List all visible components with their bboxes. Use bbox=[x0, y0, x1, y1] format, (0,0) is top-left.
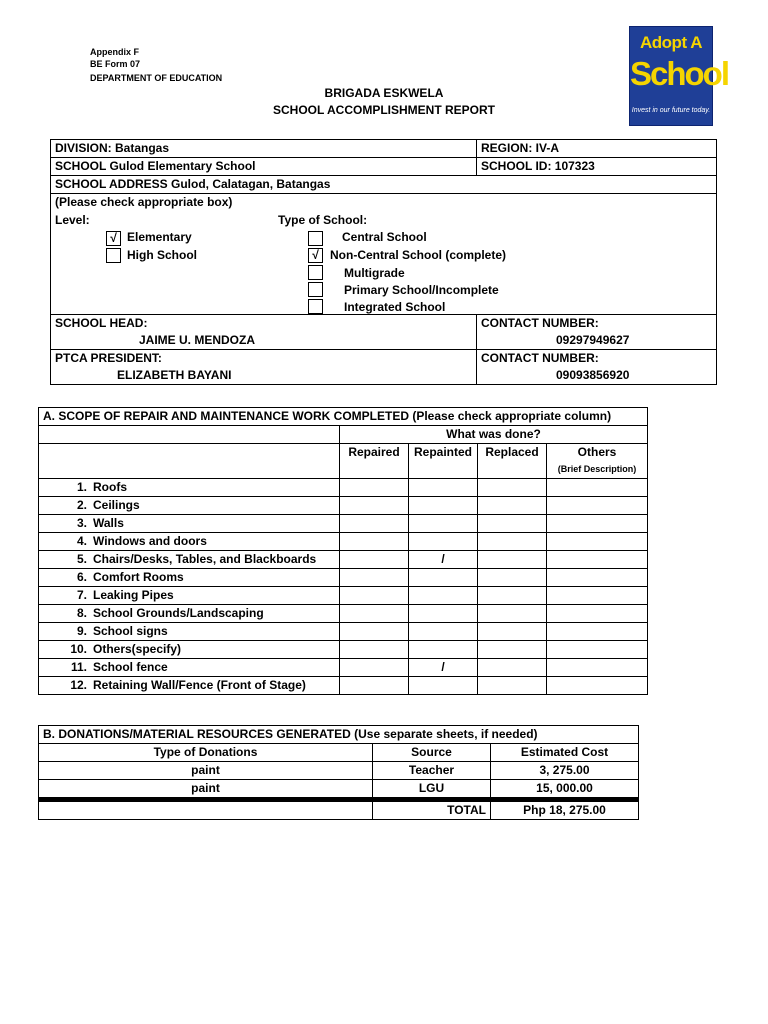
repainted-cell bbox=[409, 623, 478, 641]
form-label: BE Form 07 bbox=[90, 59, 141, 69]
others-cell bbox=[547, 623, 648, 641]
replaced-cell bbox=[478, 569, 547, 587]
repaired-cell bbox=[340, 587, 409, 605]
integrated-school-checkbox[interactable] bbox=[308, 299, 323, 314]
repaired-cell bbox=[340, 551, 409, 569]
repaired-cell bbox=[340, 641, 409, 659]
repaired-cell bbox=[340, 533, 409, 551]
item-label: Comfort Rooms bbox=[93, 570, 184, 584]
repaired-cell bbox=[340, 569, 409, 587]
replaced-cell bbox=[478, 659, 547, 677]
section-b-title: B. DONATIONS/MATERIAL RESOURCES GENERATED (Use separate sheets, if needed) bbox=[39, 726, 639, 744]
head-contact-cell bbox=[477, 315, 717, 350]
item-label: Ceilings bbox=[93, 498, 140, 512]
table-row bbox=[39, 479, 648, 497]
primary-school-checkbox[interactable] bbox=[308, 282, 323, 297]
region-cell: REGION: IV-A bbox=[477, 140, 717, 158]
repainted-cell bbox=[409, 569, 478, 587]
donation-cost-cell: 15, 000.00 bbox=[491, 780, 639, 798]
adopt-a-school-logo bbox=[629, 26, 729, 126]
elementary-label: Elementary bbox=[127, 230, 192, 244]
table-row bbox=[39, 762, 639, 780]
multigrade-checkbox[interactable] bbox=[308, 265, 323, 280]
item-label: School fence bbox=[93, 660, 168, 674]
col-others-label: Others bbox=[577, 445, 617, 459]
head-contact-number: 09297949627 bbox=[556, 333, 630, 347]
item-number: 11. bbox=[70, 660, 87, 674]
item-number: 2. bbox=[76, 498, 87, 512]
work-item bbox=[39, 533, 340, 551]
others-cell bbox=[547, 605, 648, 623]
item-label: School Grounds/Landscaping bbox=[93, 606, 264, 620]
repainted-cell: / bbox=[409, 551, 478, 569]
appendix-label: Appendix F bbox=[90, 47, 139, 57]
repainted-cell bbox=[409, 515, 478, 533]
work-item bbox=[39, 497, 340, 515]
repainted-cell: / bbox=[409, 659, 478, 677]
item-number: 12. bbox=[70, 678, 87, 692]
table-row bbox=[39, 605, 648, 623]
replaced-cell bbox=[478, 623, 547, 641]
col-source: Source bbox=[373, 744, 491, 762]
repaired-cell bbox=[340, 659, 409, 677]
item-number: 10. bbox=[70, 642, 87, 656]
non-central-label: Non-Central School (complete) bbox=[330, 248, 507, 262]
table-row bbox=[39, 587, 648, 605]
donations-table bbox=[38, 725, 639, 820]
central-school-label: Central School bbox=[342, 230, 427, 244]
work-item bbox=[39, 677, 340, 695]
others-cell bbox=[547, 515, 648, 533]
others-cell bbox=[547, 677, 648, 695]
multigrade-label: Multigrade bbox=[344, 266, 405, 280]
others-cell bbox=[547, 551, 648, 569]
school-head-cell bbox=[51, 315, 477, 350]
table-row bbox=[39, 533, 648, 551]
others-cell bbox=[547, 479, 648, 497]
ptca-contact-label: CONTACT NUMBER: bbox=[481, 351, 599, 365]
donation-type-cell: paint bbox=[39, 762, 373, 780]
school-head-name: JAIME U. MENDOZA bbox=[139, 333, 256, 347]
repaired-cell bbox=[340, 623, 409, 641]
central-school-checkbox[interactable] bbox=[308, 231, 323, 246]
logo-line1: Adopt A bbox=[640, 33, 702, 52]
repainted-cell bbox=[409, 497, 478, 515]
head-contact-label: CONTACT NUMBER: bbox=[481, 316, 599, 330]
item-number: 4. bbox=[76, 534, 87, 548]
total-value: Php 18, 275.00 bbox=[491, 802, 639, 820]
blank-header bbox=[39, 426, 340, 444]
replaced-cell bbox=[478, 551, 547, 569]
col-type: Type of Donations bbox=[39, 744, 373, 762]
work-item bbox=[39, 587, 340, 605]
total-label: TOTAL bbox=[373, 802, 491, 820]
replaced-cell bbox=[478, 587, 547, 605]
section-a-title: A. SCOPE OF REPAIR AND MAINTENANCE WORK COMPLETED (Please check appropriate column) bbox=[39, 408, 648, 426]
replaced-cell bbox=[478, 533, 547, 551]
repaired-cell bbox=[340, 479, 409, 497]
high-school-label: High School bbox=[127, 248, 197, 262]
ptca-cell bbox=[51, 350, 477, 385]
replaced-cell bbox=[478, 677, 547, 695]
repaired-cell bbox=[340, 605, 409, 623]
repainted-cell bbox=[409, 587, 478, 605]
table-row bbox=[39, 623, 648, 641]
item-number: 5. bbox=[76, 552, 87, 566]
others-cell bbox=[547, 587, 648, 605]
item-label: Leaking Pipes bbox=[93, 588, 174, 602]
item-number: 8. bbox=[76, 606, 87, 620]
replaced-cell bbox=[478, 515, 547, 533]
repainted-cell bbox=[409, 533, 478, 551]
work-item bbox=[39, 551, 340, 569]
item-number: 1. bbox=[76, 480, 87, 494]
work-item bbox=[39, 569, 340, 587]
repainted-cell bbox=[409, 605, 478, 623]
donation-cost-cell: 3, 275.00 bbox=[491, 762, 639, 780]
others-cell bbox=[547, 569, 648, 587]
repair-work-table bbox=[38, 407, 648, 695]
work-item bbox=[39, 605, 340, 623]
work-item bbox=[39, 515, 340, 533]
item-label: Chairs/Desks, Tables, and Blackboards bbox=[93, 552, 317, 566]
school-type-cell bbox=[51, 194, 717, 315]
item-label: Roofs bbox=[93, 480, 127, 494]
total-blank bbox=[39, 802, 373, 820]
school-info-table bbox=[50, 139, 717, 385]
col-replaced: Replaced bbox=[478, 444, 547, 479]
school-head-label: SCHOOL HEAD: bbox=[55, 316, 148, 330]
repainted-cell bbox=[409, 641, 478, 659]
work-item bbox=[39, 641, 340, 659]
logo-tagline: Invest in our future today. bbox=[631, 107, 711, 114]
item-number: 6. bbox=[76, 570, 87, 584]
repaired-cell bbox=[340, 515, 409, 533]
type-label: Type of School: bbox=[278, 213, 368, 227]
elementary-checkbox[interactable]: √ bbox=[106, 231, 121, 246]
table-row bbox=[39, 497, 648, 515]
others-cell bbox=[547, 497, 648, 515]
others-cell bbox=[547, 659, 648, 677]
donation-source-cell: LGU bbox=[373, 780, 491, 798]
table-row bbox=[39, 641, 648, 659]
primary-school-label: Primary School/Incomplete bbox=[344, 283, 499, 297]
school-id-cell: SCHOOL ID: 107323 bbox=[477, 158, 717, 176]
item-number: 7. bbox=[76, 588, 87, 602]
division-cell: DIVISION: Batangas bbox=[51, 140, 477, 158]
school-name-cell: SCHOOL Gulod Elementary School bbox=[51, 158, 477, 176]
item-label: School signs bbox=[93, 624, 168, 638]
replaced-cell bbox=[478, 641, 547, 659]
non-central-checkbox[interactable]: √ bbox=[308, 248, 323, 263]
table-row bbox=[39, 677, 648, 695]
work-item bbox=[39, 623, 340, 641]
item-label: Walls bbox=[93, 516, 124, 530]
report-title-1: BRIGADA ESKWELA bbox=[324, 86, 444, 100]
high-school-checkbox[interactable] bbox=[106, 248, 121, 263]
donation-type-cell: paint bbox=[39, 780, 373, 798]
ptca-contact-cell bbox=[477, 350, 717, 385]
col-others bbox=[547, 444, 648, 479]
others-cell bbox=[547, 533, 648, 551]
report-title-2: SCHOOL ACCOMPLISHMENT REPORT bbox=[272, 103, 495, 117]
item-label: Retaining Wall/Fence (Front of Stage) bbox=[93, 678, 306, 692]
check-note: (Please check appropriate box) bbox=[55, 195, 233, 209]
replaced-cell bbox=[478, 605, 547, 623]
repainted-cell bbox=[409, 479, 478, 497]
table-row bbox=[39, 659, 648, 677]
work-item bbox=[39, 479, 340, 497]
replaced-cell bbox=[478, 497, 547, 515]
table-row bbox=[39, 515, 648, 533]
col-repainted: Repainted bbox=[409, 444, 478, 479]
ptca-label: PTCA PRESIDENT: bbox=[55, 351, 162, 365]
col-repaired: Repaired bbox=[340, 444, 409, 479]
table-row bbox=[39, 569, 648, 587]
item-header bbox=[39, 444, 340, 479]
repaired-cell bbox=[340, 677, 409, 695]
col-cost: Estimated Cost bbox=[491, 744, 639, 762]
what-done-header: What was done? bbox=[340, 426, 648, 444]
repainted-cell bbox=[409, 677, 478, 695]
ptca-contact-number: 09093856920 bbox=[556, 368, 630, 382]
repaired-cell bbox=[340, 497, 409, 515]
integrated-school-label: Integrated School bbox=[344, 300, 446, 314]
table-row bbox=[39, 780, 639, 798]
item-label: Others(specify) bbox=[93, 642, 182, 656]
item-label: Windows and doors bbox=[93, 534, 207, 548]
donation-source-cell: Teacher bbox=[373, 762, 491, 780]
others-cell bbox=[547, 641, 648, 659]
col-others-sub: (Brief Description) bbox=[557, 464, 637, 474]
ptca-name: ELIZABETH BAYANI bbox=[117, 368, 232, 382]
department-label: DEPARTMENT OF EDUCATION bbox=[90, 73, 223, 83]
replaced-cell bbox=[478, 479, 547, 497]
work-item bbox=[39, 659, 340, 677]
address-cell: SCHOOL ADDRESS Gulod, Calatagan, Batangas bbox=[51, 176, 717, 194]
level-label: Level: bbox=[55, 213, 90, 227]
logo-line2: School bbox=[630, 55, 729, 92]
item-number: 9. bbox=[76, 624, 87, 638]
item-number: 3. bbox=[76, 516, 87, 530]
table-row bbox=[39, 551, 648, 569]
